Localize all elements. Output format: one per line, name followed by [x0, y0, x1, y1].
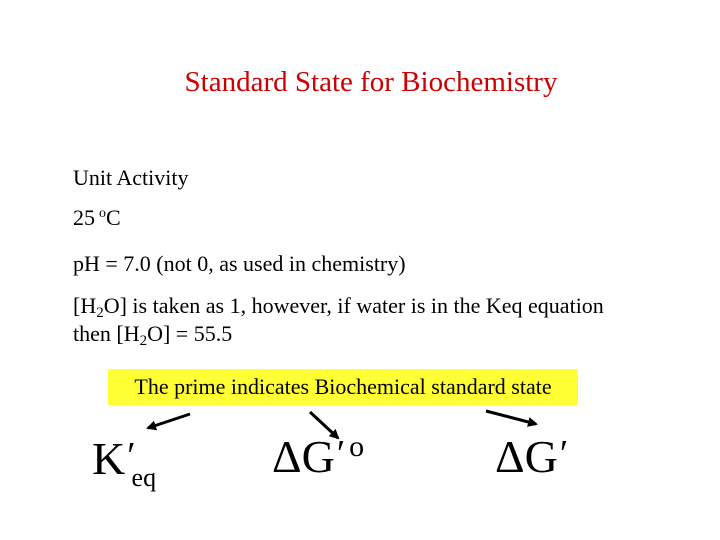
- arrow-to-keq: [148, 414, 190, 428]
- keq-prime-formula: [92, 433, 157, 492]
- delta-g-symbol: ΔG: [272, 431, 335, 482]
- water-line-part1: [H: [73, 293, 97, 318]
- arrow-to-delta-g-prime: [486, 411, 536, 424]
- standard-state-superscript: o: [349, 430, 365, 463]
- water-conc-subscript: 2: [139, 333, 148, 349]
- k-symbol: K: [92, 433, 126, 484]
- delta-g-prime: ′: [336, 433, 346, 475]
- water-subscript: 2: [96, 305, 104, 321]
- temperature-value: 25: [73, 205, 95, 230]
- water-conc-part2: O] = 55.5: [147, 321, 233, 346]
- ph-line: pH = 7.0 (not 0, as used in chemistry): [73, 251, 406, 276]
- water-conc-part1: then [H: [73, 321, 140, 346]
- degree-symbol: o: [99, 206, 106, 221]
- delta-g-prime-2: ′: [559, 433, 569, 475]
- k-eq-subscript: eq: [131, 463, 157, 492]
- water-line-part2: O] is taken as 1, however, if water is in the Keq equation: [103, 293, 604, 318]
- temperature-unit: C: [106, 205, 121, 230]
- delta-g-symbol-2: ΔG: [495, 431, 558, 482]
- k-prime: ′: [127, 435, 136, 477]
- unit-activity-line: Unit Activity: [73, 165, 189, 190]
- delta-g-prime-formula: [495, 431, 569, 482]
- prime-note-highlight: The prime indicates Biochemical standard state: [108, 369, 578, 405]
- delta-g-prime-naught-formula: [272, 430, 365, 482]
- slide-title: Standard State for Biochemistry: [184, 66, 558, 98]
